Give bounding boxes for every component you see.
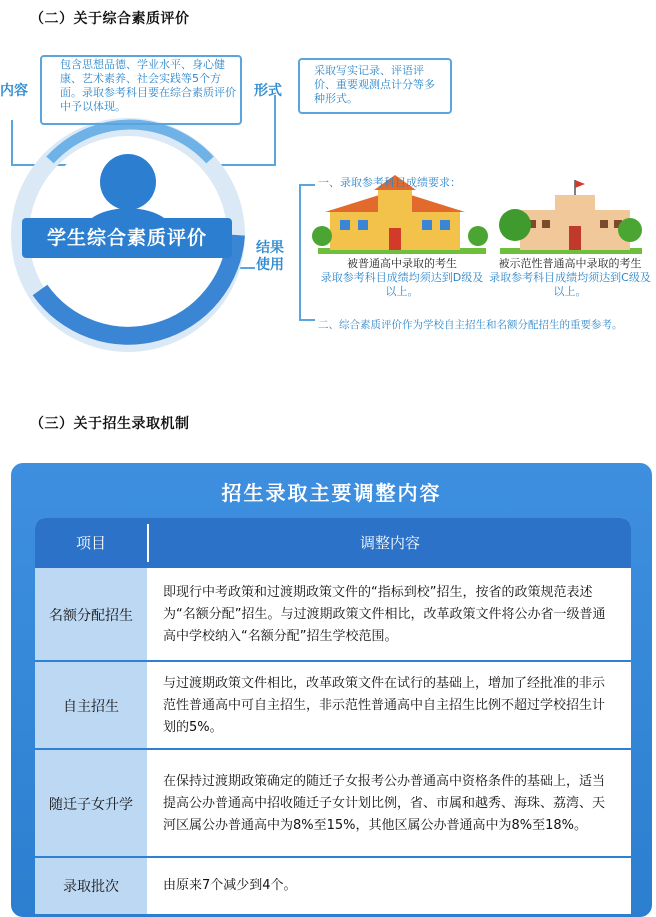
person-head-icon bbox=[100, 154, 156, 210]
form-label: 形式 bbox=[254, 83, 282, 99]
school2-title: 被示范性普通高中录取的考生 bbox=[498, 257, 642, 270]
school2-requirement: 录取参考科目成绩均须达到C级及以上。 bbox=[489, 271, 651, 298]
table-row bbox=[35, 568, 631, 662]
panel-title: 招生录取主要调整内容 bbox=[221, 481, 442, 505]
col-item-header: 项目 bbox=[75, 534, 106, 552]
col-content-header: 调整内容 bbox=[359, 534, 420, 552]
form-text: 采取写实记录、评语评价、重要观测点计分等多种形式。 bbox=[314, 64, 435, 105]
row-item: 录取批次 bbox=[35, 858, 147, 914]
row-item: 名额分配招生 bbox=[35, 568, 147, 662]
school1-title: 被普通高中录取的考生 bbox=[347, 257, 457, 270]
school1-requirement: 录取参考科目成绩均须达到D级及以上。 bbox=[320, 271, 484, 298]
model-school-building-icon bbox=[499, 180, 642, 254]
table-row bbox=[35, 750, 631, 858]
content-text: 包含思想品德、学业水平、身心健康、艺术素养、社会实践等5个方面。录取参考科目要在综合素质评价中予以体现。 bbox=[60, 58, 236, 113]
circle-title: 学生综合素质评价 bbox=[46, 227, 207, 249]
row-content bbox=[149, 750, 631, 858]
row-content-text: 即现行中考政策和过渡期政策文件的“指标到校”招生，按省的政策规范表述为“名额分配”招生。与过渡期政策文件相比，改革政策文件将公办省一级普通高中学校纳入“名额分配”招生学校范围。 bbox=[163, 585, 606, 644]
table-row bbox=[35, 858, 631, 914]
table-header bbox=[35, 518, 631, 568]
row-content-text: 与过渡期政策文件相比，改革政策文件在试行的基础上，增加了经批准的非示范性普通高中可自主招生，非示范性普通高中自主招生比例不超过学校招生计划的5%。 bbox=[163, 676, 606, 735]
section3-heading: （三）关于招生录取机制 bbox=[30, 416, 190, 432]
item2-text: 二、综合素质评价作为学校自主招生和名额分配招生的重要参考。 bbox=[318, 319, 623, 331]
section2-heading: （二）关于综合素质评价 bbox=[30, 11, 190, 27]
school2-caption bbox=[486, 257, 654, 299]
row-content-text: 在保持过渡期政策确定的随迁子女报考公办普通高中资格条件的基础上，适当提高公办普通高中招收随迁子女计划比例，省、市属和越秀、海珠、荔湾、天河区属公办普通高中为8%至15%，其他区属公办普通高中为8%至18%。 bbox=[163, 774, 606, 833]
adjustment-table bbox=[35, 518, 631, 914]
school1-caption bbox=[316, 257, 488, 299]
row-content-text: 由原来7个减少到4个。 bbox=[163, 878, 297, 893]
row-item: 随迁子女升学 bbox=[35, 750, 147, 858]
table-row bbox=[35, 662, 631, 750]
row-item: 自主招生 bbox=[35, 662, 147, 750]
row-content bbox=[149, 568, 631, 662]
row-content bbox=[149, 662, 631, 750]
row-content bbox=[149, 858, 631, 914]
result-label: 结果使用 bbox=[256, 240, 284, 273]
requirement-heading: 一、录取参考科目成绩要求： bbox=[318, 176, 461, 189]
content-label: 内容 bbox=[0, 83, 28, 99]
